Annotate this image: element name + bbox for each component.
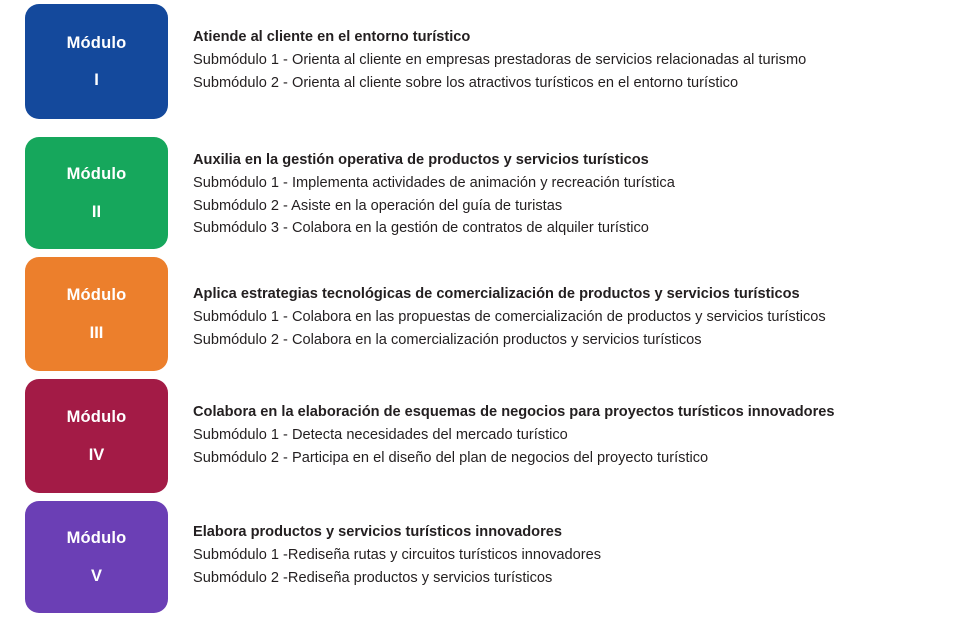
module-text-block bbox=[193, 137, 675, 240]
submodule-item: Submódulo 2 - Colabora en la comercialización productos y servicios turísticos bbox=[193, 331, 702, 348]
submodule-item: Submódulo 2 - Asiste en la operación del guía de turistas bbox=[193, 197, 563, 214]
module-badge-numeral: IV bbox=[88, 445, 105, 464]
module-badge-iii bbox=[25, 257, 168, 371]
module-row bbox=[0, 501, 601, 613]
module-title: Atiende al cliente en el entorno turístico bbox=[193, 29, 471, 45]
module-row bbox=[0, 4, 806, 119]
module-badge-ii bbox=[25, 137, 168, 249]
module-text-block bbox=[193, 379, 835, 469]
module-badge-word: Módulo bbox=[66, 408, 127, 427]
module-badge-i bbox=[25, 4, 168, 119]
module-text-block bbox=[193, 501, 601, 589]
module-title: Colabora en la elaboración de esquemas de negocios para proyectos turísticos innovadores bbox=[193, 404, 835, 420]
module-badge-word: Módulo bbox=[66, 286, 127, 305]
module-badge-word: Módulo bbox=[66, 33, 127, 52]
module-badge-numeral: III bbox=[89, 323, 104, 342]
submodule-item: Submódulo 1 - Detecta necesidades del mercado turístico bbox=[193, 427, 568, 444]
module-row bbox=[0, 137, 675, 249]
module-badge-word: Módulo bbox=[66, 529, 127, 548]
module-badge-numeral: I bbox=[94, 71, 99, 89]
module-text-block bbox=[193, 257, 826, 351]
submodule-item: Submódulo 1 - Orienta al cliente en empresas prestadoras de servicios relacionadas al turismo bbox=[193, 52, 807, 69]
module-badge-iv bbox=[25, 379, 168, 493]
module-title: Auxilia en la gestión operativa de productos y servicios turísticos bbox=[193, 152, 649, 168]
submodule-item: Submódulo 2 - Orienta al cliente sobre los atractivos turísticos en el entorno turístico bbox=[193, 74, 739, 91]
module-badge-v bbox=[25, 501, 168, 613]
submodule-item: Submódulo 2 -Rediseña productos y servicios turísticos bbox=[193, 569, 553, 586]
module-badge-word: Módulo bbox=[66, 165, 127, 184]
module-badge-numeral: II bbox=[91, 202, 102, 221]
module-row bbox=[0, 379, 835, 493]
module-badge-numeral: V bbox=[90, 566, 102, 585]
module-title: Aplica estrategias tecnológicas de comercialización de productos y servicios turísticos bbox=[193, 286, 800, 302]
module-title: Elabora productos y servicios turísticos innovadores bbox=[193, 524, 563, 540]
submodule-item: Submódulo 1 - Implementa actividades de animación y recreación turística bbox=[193, 175, 675, 192]
submodule-item: Submódulo 3 - Colabora en la gestión de contratos de alquiler turístico bbox=[193, 220, 649, 237]
submodule-item: Submódulo 1 -Rediseña rutas y circuitos turísticos innovadores bbox=[193, 547, 602, 564]
submodule-item: Submódulo 2 - Participa en el diseño del plan de negocios del proyecto turístico bbox=[193, 449, 709, 466]
module-row bbox=[0, 257, 826, 371]
submodule-item: Submódulo 1 - Colabora en las propuestas de comercialización de productos y servicios turísticos bbox=[193, 309, 826, 326]
module-text-block bbox=[193, 4, 806, 94]
